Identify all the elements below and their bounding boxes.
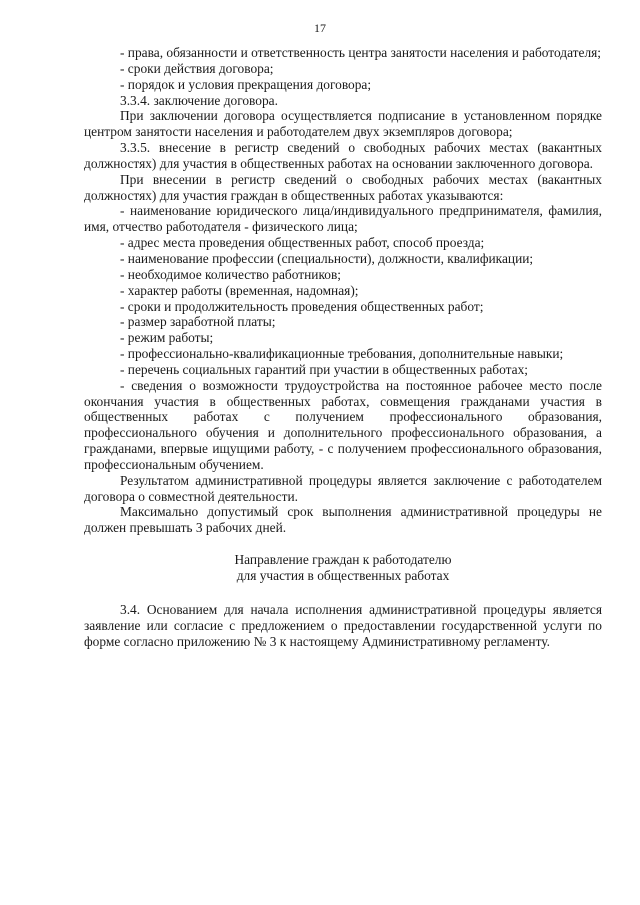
clause-3-3-5: 3.3.5. внесение в регистр сведений о свободных рабочих местах (вакантных должностях) для участия в общественных работах на основании заключенного договора. <box>84 140 602 171</box>
list-item: - сроки и продолжительность проведения общественных работ; <box>120 298 484 314</box>
page-number: 17 <box>314 21 326 35</box>
paragraph: Результатом административной процедуры является заключение с работодателем договора о совместной деятельности. <box>84 472 602 504</box>
list-item: - адрес места проведения общественных работ, способ проезда; <box>120 235 485 251</box>
list-item: - перечень социальных гарантий при участии в общественных работах; <box>120 361 529 377</box>
clause-3-4: 3.4. Основанием для начала исполнения административной процедуры является заявление или согласие с предложением о предоставлении государственной услуги по форме согласно приложению № 3 к настоящему Административному регламенту. <box>84 601 602 649</box>
section-heading-line-1: Направление граждан к работодателю <box>234 552 452 568</box>
paragraph: Максимально допустимый срок выполнения административной процедуры не должен превышать 3 рабочих дней. <box>84 504 602 536</box>
list-item: - сроки действия договора; <box>120 60 274 76</box>
list-item: - необходимое количество работников; <box>120 266 342 282</box>
list-item: - наименование профессии (специальности), должности, квалификации; <box>120 250 534 266</box>
section-heading-line-2: для участия в общественных работах <box>236 568 450 583</box>
list-item: - размер заработной платы; <box>120 314 276 330</box>
list-item: - права, обязанности и ответственность центра занятости населения и работодателя; <box>120 45 602 60</box>
paragraph: При заключении договора осуществляется подписание в установленном порядке центром занятости населения и работодателем двух экземпляров договора; <box>84 108 602 140</box>
list-item: - характер работы (временная, надомная); <box>120 282 359 298</box>
list-item: - профессионально-квалификационные требования, дополнительные навыки; <box>120 346 564 362</box>
paragraph: При внесении в регистр сведений о свободных рабочих местах (вакантных должностях) для участия граждан в общественных работах указываются: <box>84 171 602 203</box>
clause-3-3-4: 3.3.4. заключение договора. <box>120 92 278 108</box>
document-body <box>84 45 602 649</box>
list-item: - сведения о возможности трудоустройства на постоянное рабочее место после окончания участия в общественных работах, совмещения гражданами участия в общественных работах с получением профессионального образования, профессионального обучения и дополнительного профессионального образования, а гражданами, впервые ищущими работу, - с получением профессионального образования, профессиональным обучением. <box>84 377 602 472</box>
list-item: - порядок и условия прекращения договора; <box>120 76 372 92</box>
list-item: - наименование юридического лица/индивидуального предпринимателя, фамилия, имя, отчество работодателя - физического лица; <box>84 203 602 235</box>
list-item: - режим работы; <box>120 330 214 346</box>
